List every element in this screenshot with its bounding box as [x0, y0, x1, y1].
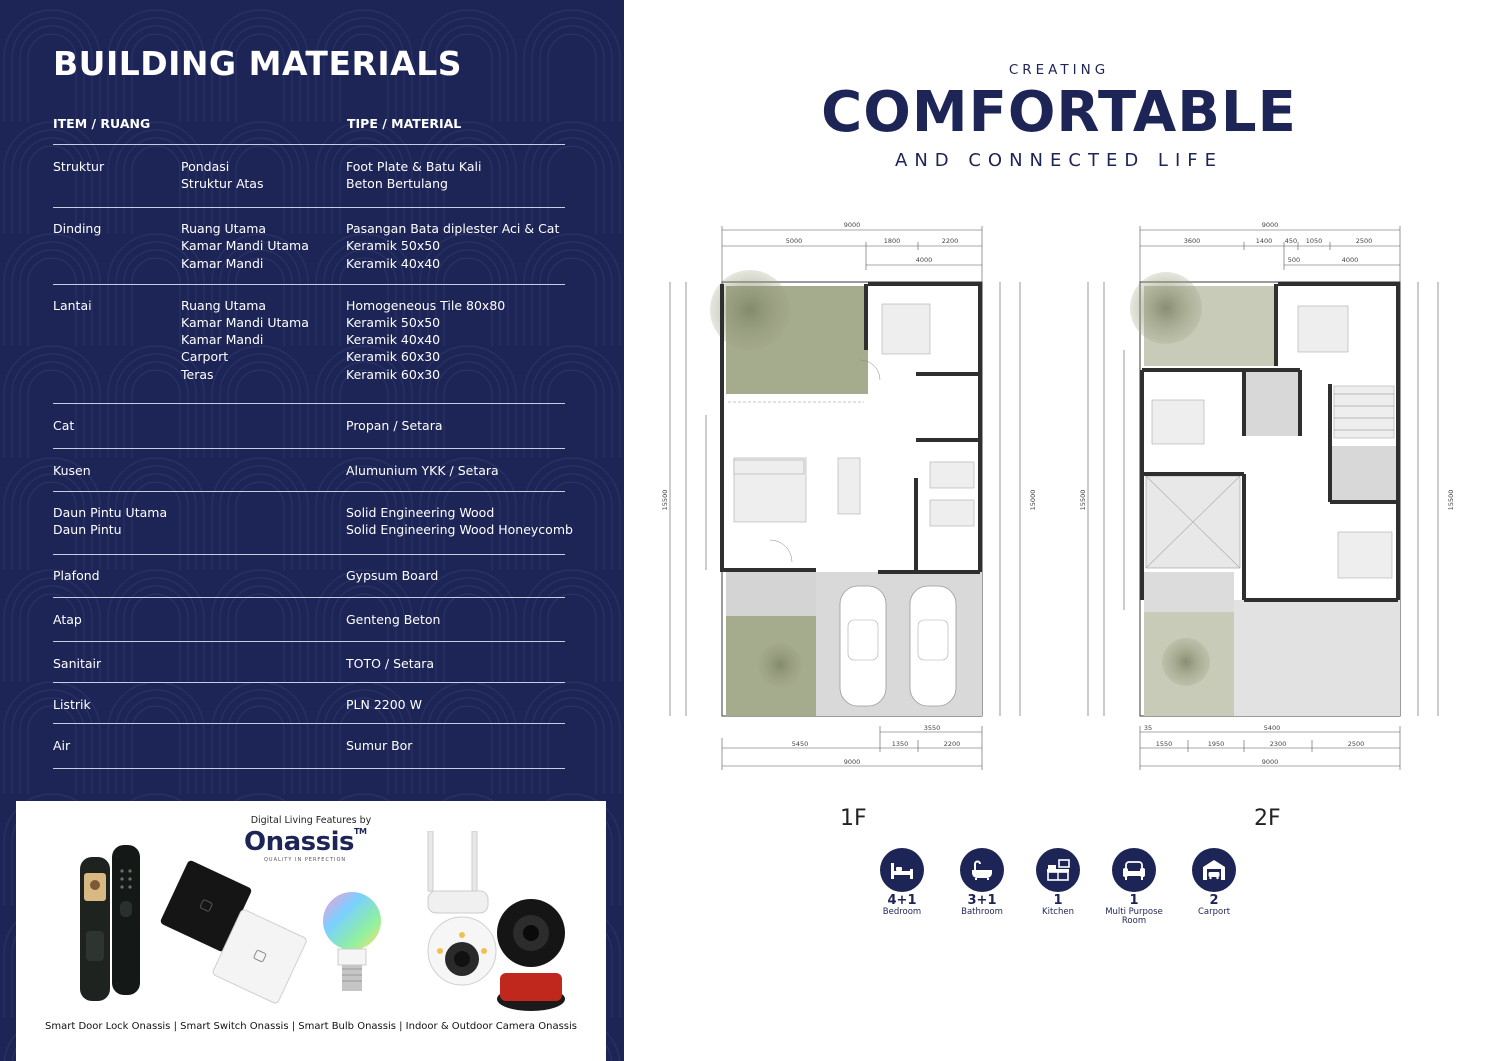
- arch-outline: [524, 346, 620, 458]
- row-material: Sumur Bor: [346, 738, 413, 753]
- carport-count: 2: [1209, 893, 1219, 908]
- arch-outline: [236, 370, 284, 458]
- arch-outline: [212, 570, 308, 682]
- arch-outline: [108, 570, 204, 682]
- arch-outline: [548, 594, 596, 682]
- arch-outline: [524, 570, 620, 682]
- row-material: PLN 2200 W: [346, 697, 422, 712]
- table-divider: [53, 284, 565, 285]
- feature-kitchen: [1018, 848, 1098, 917]
- onassis-products-caption: Smart Door Lock Onassis | Smart Switch Onassis | Smart Bulb Onassis | Indoor & Outdoor Camera Onassis: [45, 1021, 577, 1032]
- dim-2f-bottom-total: 9000: [1261, 758, 1279, 766]
- header-item-ruang: ITEM / RUANG: [53, 116, 151, 131]
- arch-outline: [212, 682, 308, 794]
- multi-purpose-room-label: Multi Purpose Room: [1105, 907, 1163, 926]
- multi-purpose-room-count: 1: [1129, 893, 1139, 908]
- dim-2f-top-f: 500: [1287, 256, 1301, 264]
- arch-outline: [124, 362, 188, 458]
- arch-outline: [124, 250, 188, 346]
- onassis-features-card: [16, 801, 606, 1061]
- row-material: Keramik 60x30: [346, 349, 441, 364]
- arch-outline: [548, 370, 596, 458]
- table-divider: [53, 641, 565, 642]
- row-material: Homogeneous Tile 80x80: [346, 298, 506, 313]
- table-divider: [53, 768, 565, 769]
- header-tipe-material: TIPE / MATERIAL: [347, 116, 462, 131]
- dim-2f-bottom-b: 5400: [1263, 724, 1281, 732]
- floor-label-2f: 2F: [1254, 806, 1281, 831]
- row-room: Kamar Mandi: [181, 332, 264, 347]
- row-item: Daun Pintu Utama Daun Pintu: [53, 505, 168, 538]
- arch-outline: [228, 474, 292, 570]
- dim-2f-top-d: 1050: [1305, 237, 1323, 245]
- dim-2f-top-b: 1400: [1255, 237, 1273, 245]
- row-material: Gypsum Board: [346, 568, 439, 583]
- feature-bathroom: [942, 848, 1022, 917]
- arch-outline: [436, 698, 500, 794]
- row-room: Kamar Mandi Utama: [181, 238, 309, 253]
- row-room: Teras: [181, 367, 214, 382]
- dim-2f-bottom-e: 2300: [1269, 740, 1287, 748]
- row-room: Ruang Utama: [181, 298, 267, 313]
- arch-outline: [540, 698, 604, 794]
- dim-1f-bottom-a: 3550: [923, 724, 941, 732]
- row-room: Pondasi: [181, 159, 230, 174]
- bed-icon: [880, 848, 924, 892]
- smart-switch-image: [159, 859, 307, 1004]
- arch-outline: [132, 706, 180, 794]
- row-room: Kamar Mandi: [181, 256, 264, 271]
- headline-connected-life: AND CONNECTED LIFE: [895, 150, 1223, 171]
- row-material: Solid Engineering Wood: [346, 505, 495, 520]
- row-item: Cat: [53, 418, 75, 433]
- garage-icon: [1192, 848, 1236, 892]
- row-room: Ruang Utama: [181, 221, 267, 236]
- dim-1f-bottom-d: 2200: [943, 740, 961, 748]
- arch-outline: [436, 362, 500, 458]
- arch-outline: [228, 698, 292, 794]
- arch-outline: [444, 594, 492, 682]
- row-material: Solid Engineering Wood Honeycomb: [346, 522, 573, 537]
- arch-outline: [548, 706, 596, 794]
- feature-multi-purpose-room: [1094, 848, 1174, 926]
- row-material: Keramik 50x50: [346, 315, 441, 330]
- digital-living-caption: Digital Living Features by: [250, 815, 372, 826]
- smart-door-lock-image: [80, 845, 140, 1001]
- bathtub-icon: [960, 848, 1004, 892]
- dim-1f-bottom-b: 5450: [791, 740, 809, 748]
- row-material: Propan / Setara: [346, 418, 443, 433]
- dim-2f-top-c: 450: [1284, 237, 1298, 245]
- dim-2f-right-total: 15500: [1447, 489, 1455, 511]
- onassis-products-image: [16, 831, 606, 1021]
- smart-bulb-image: [323, 892, 381, 991]
- dim-1f-top-b: 1800: [883, 237, 901, 245]
- table-divider: [53, 554, 565, 555]
- arch-outline: [132, 258, 180, 346]
- row-material: Keramik 50x50: [346, 238, 441, 253]
- outdoor-camera-image: [428, 831, 496, 985]
- row-material: Pasangan Bata diplester Aci & Cat: [346, 221, 560, 236]
- kitchen-count: 1: [1053, 893, 1063, 908]
- feature-bedroom: [862, 848, 942, 917]
- arch-outline: [540, 250, 604, 346]
- arch-outline: [20, 362, 84, 458]
- arch-outline: [524, 682, 620, 794]
- dim-2f-top-total: 9000: [1261, 221, 1279, 229]
- dim-2f-top-e: 2500: [1355, 237, 1373, 245]
- carport-label: Carport: [1197, 907, 1231, 917]
- row-item: Lantai: [53, 298, 92, 313]
- arch-outline: [236, 482, 284, 570]
- table-divider: [53, 207, 565, 208]
- row-material: Keramik 60x30: [346, 367, 441, 382]
- headline-comfortable: COMFORTABLE: [821, 80, 1297, 145]
- dim-2f-top-a: 3600: [1183, 237, 1201, 245]
- row-room: Struktur Atas: [181, 176, 264, 191]
- row-material: Foot Plate & Batu Kali: [346, 159, 482, 174]
- bedroom-label: Bedroom: [882, 907, 922, 917]
- dim-2f-bottom-a: 35: [1143, 724, 1153, 732]
- dim-1f-top-total: 9000: [843, 221, 861, 229]
- headline-creating: CREATING: [1008, 62, 1110, 78]
- row-material: TOTO / Setara: [346, 656, 435, 671]
- row-item: Air: [53, 738, 71, 753]
- building-materials-title: BUILDING MATERIALS: [53, 44, 463, 83]
- table-divider: [53, 491, 565, 492]
- dim-2f-bottom-f: 2500: [1347, 740, 1365, 748]
- arch-outline: [124, 698, 188, 794]
- floor-label-1f: 1F: [840, 806, 867, 831]
- arch-outline: [236, 594, 284, 682]
- onassis-trademark: TM: [354, 827, 367, 836]
- kitchen-icon: [1036, 848, 1080, 892]
- floor-plans-drawing: [650, 210, 1470, 790]
- arch-outline: [4, 346, 100, 458]
- row-item: Sanitair: [53, 656, 102, 671]
- row-room: Carport: [181, 349, 229, 364]
- arch-outline: [132, 370, 180, 458]
- dim-2f-left-total: 15500: [1079, 489, 1087, 511]
- dim-1f-top-a: 5000: [785, 237, 803, 245]
- feature-carport: [1174, 848, 1254, 917]
- arch-outline: [236, 706, 284, 794]
- dim-2f-bottom-d: 1950: [1207, 740, 1225, 748]
- row-material: Alumunium YKK / Setara: [346, 463, 499, 478]
- arch-outline: [124, 586, 188, 682]
- arch-outline: [436, 586, 500, 682]
- dim-1f-right-total: 15000: [1029, 489, 1037, 511]
- arch-outline: [540, 586, 604, 682]
- onassis-logo-text: Onassis: [244, 827, 354, 857]
- arch-outline: [228, 362, 292, 458]
- sofa-icon: [1112, 848, 1156, 892]
- row-item: Atap: [53, 612, 82, 627]
- dim-1f-bottom-total: 9000: [843, 758, 861, 766]
- arch-outline: [108, 682, 204, 794]
- table-divider: [53, 597, 565, 598]
- row-item: Listrik: [53, 697, 91, 712]
- table-divider: [53, 723, 565, 724]
- kitchen-label: Kitchen: [1042, 907, 1074, 917]
- floor-plan-2f: [1079, 221, 1455, 770]
- dim-1f-bottom-c: 1350: [891, 740, 909, 748]
- arch-outline: [420, 682, 516, 794]
- arch-outline: [132, 594, 180, 682]
- row-material: Beton Bertulang: [346, 176, 448, 191]
- arch-outline: [548, 258, 596, 346]
- row-material: Keramik 40x40: [346, 332, 441, 347]
- onassis-tagline: QUALITY IN PERFECTION: [264, 857, 347, 863]
- row-room: Kamar Mandi Utama: [181, 315, 309, 330]
- table-divider: [53, 403, 565, 404]
- bathroom-count: 3+1: [967, 893, 997, 908]
- indoor-camera-image: [497, 899, 565, 1011]
- floor-plan-1f: [661, 221, 1037, 770]
- bedroom-count: 4+1: [887, 893, 917, 908]
- table-divider: [53, 448, 565, 449]
- dim-2f-top-g: 4000: [1341, 256, 1359, 264]
- arch-outline: [444, 706, 492, 794]
- row-item: Plafond: [53, 568, 100, 583]
- arch-outline: [524, 234, 620, 346]
- row-material: Genteng Beton: [346, 612, 441, 627]
- table-divider: [53, 682, 565, 683]
- row-item: Kusen: [53, 463, 91, 478]
- dim-1f-top-c: 2200: [941, 237, 959, 245]
- row-material: Keramik 40x40: [346, 256, 441, 271]
- dim-2f-bottom-c: 1550: [1155, 740, 1173, 748]
- arch-outline: [444, 370, 492, 458]
- dim-1f-top-d: 4000: [915, 256, 933, 264]
- bathroom-label: Bathroom: [961, 907, 1003, 917]
- row-item: Struktur: [53, 159, 105, 174]
- dim-1f-left-total: 15500: [661, 489, 669, 511]
- arch-outline: [540, 362, 604, 458]
- arch-outline: [228, 586, 292, 682]
- row-item: Dinding: [53, 221, 102, 236]
- arch-outline: [4, 234, 100, 346]
- arch-outline: [28, 370, 76, 458]
